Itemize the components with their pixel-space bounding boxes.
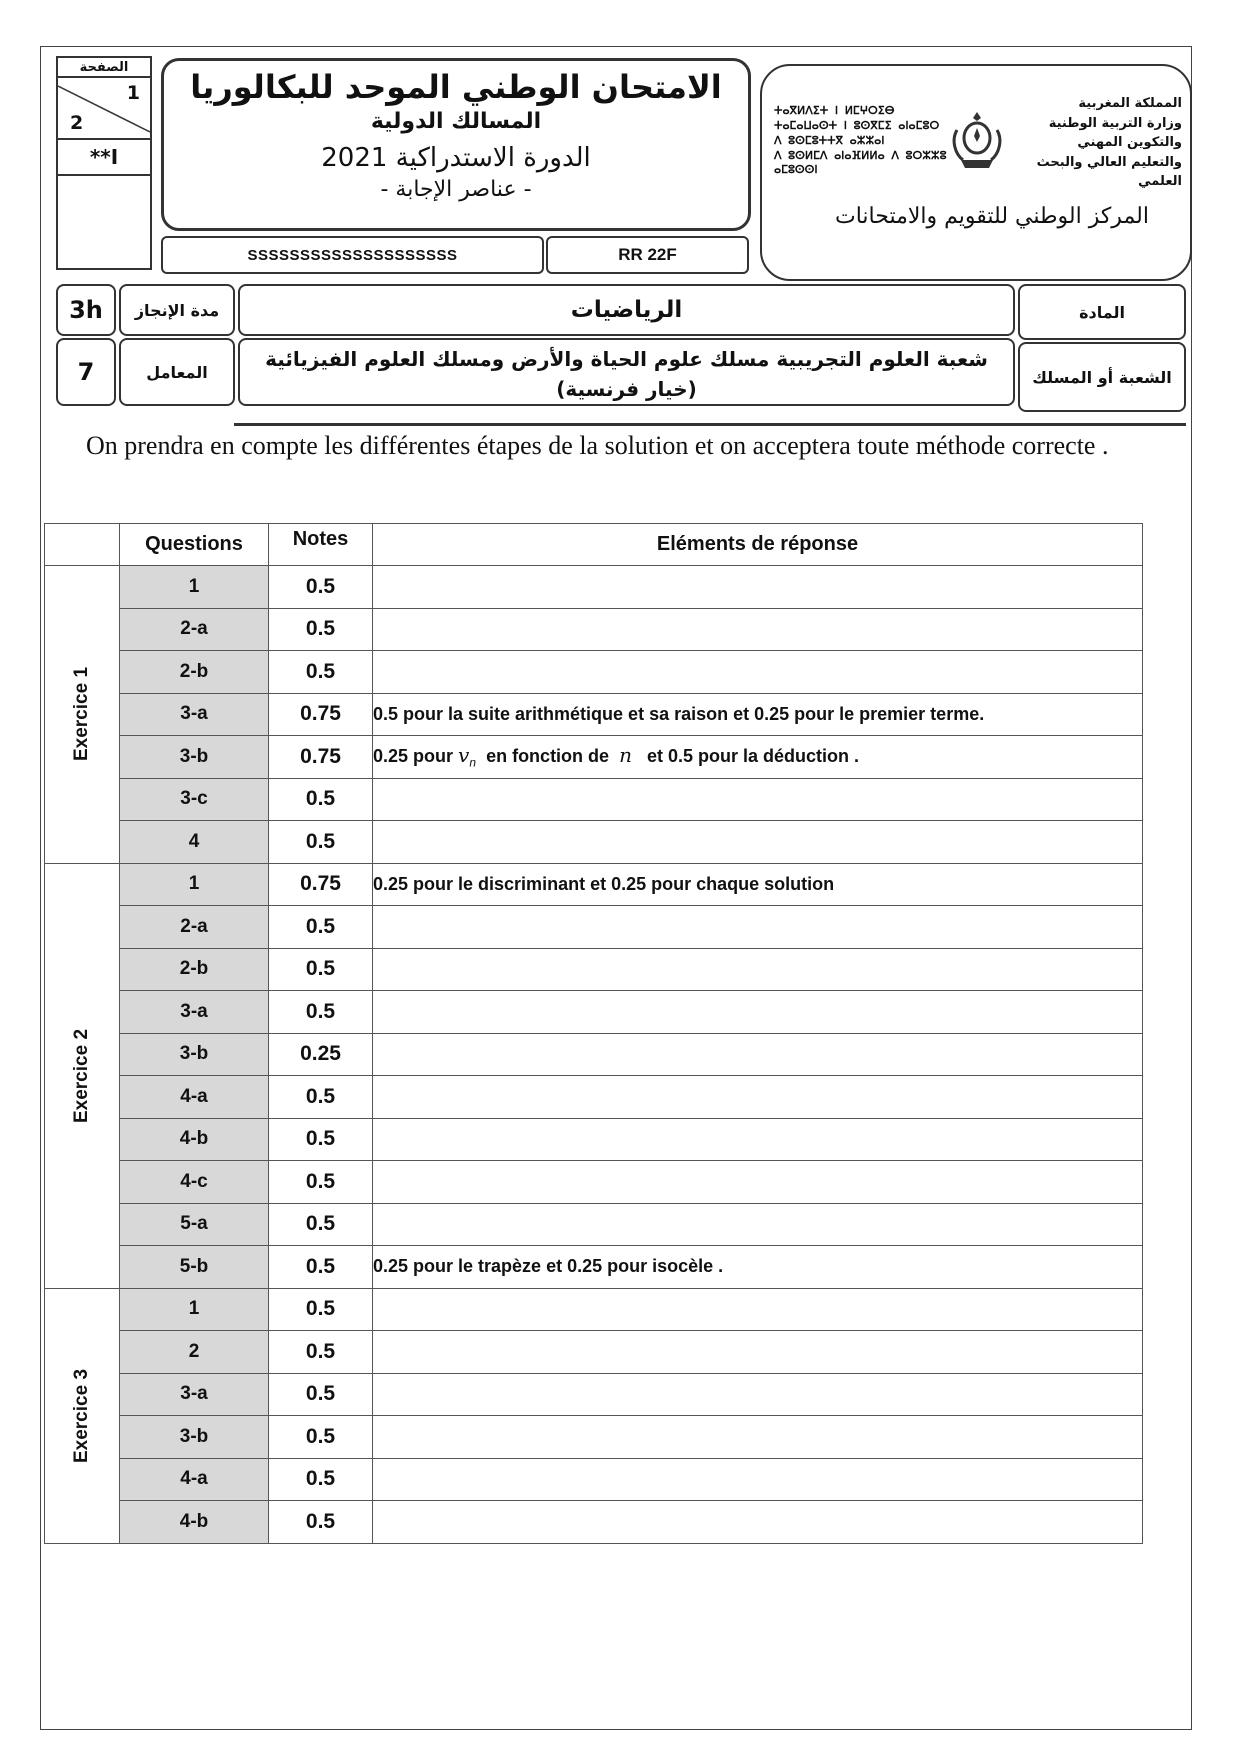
element-cell	[373, 906, 1143, 949]
question-cell: 4-a	[120, 1076, 269, 1119]
question-cell: 4-a	[120, 1458, 269, 1501]
coefficient-value: 7	[56, 338, 116, 406]
notes-header: Notes	[269, 524, 373, 566]
note-cell: 0.5	[269, 651, 373, 694]
element-text: et 0.5 pour la déduction .	[646, 746, 860, 767]
header-rule	[234, 423, 1186, 426]
element-cell	[373, 1373, 1143, 1416]
element-text: en fonction de	[486, 746, 610, 767]
note-cell: 0.5	[269, 1161, 373, 1204]
table-row	[45, 1416, 1143, 1459]
page-fraction	[58, 78, 150, 140]
note-cell: 0.5	[269, 1246, 373, 1289]
note-cell: 0.5	[269, 778, 373, 821]
element-cell	[373, 1331, 1143, 1374]
table-row	[45, 863, 1143, 906]
page-label: الصفحة	[58, 58, 150, 78]
table-row	[45, 736, 1143, 779]
exam-title-box	[161, 58, 751, 231]
question-cell: 2-b	[120, 651, 269, 694]
exam-track: المسالك الدولية	[370, 108, 542, 134]
question-cell: 5-b	[120, 1246, 269, 1289]
element-cell	[373, 1458, 1143, 1501]
note-cell: 0.5	[269, 1288, 373, 1331]
table-row	[45, 608, 1143, 651]
table-row	[45, 906, 1143, 949]
table-row	[45, 1288, 1143, 1331]
elements-header: Eléments de réponse	[373, 524, 1143, 566]
element-cell	[373, 1033, 1143, 1076]
exercise-name: Exercice 1	[71, 667, 92, 762]
note-cell: 0.5	[269, 1076, 373, 1119]
element-cell: 0.25 pour le trapèze et 0.25 pour isocèle .	[373, 1246, 1143, 1289]
question-cell: 3-c	[120, 778, 269, 821]
exam-title: الامتحان الوطني الموحد للبكالوريا	[190, 68, 722, 107]
question-cell: 1	[120, 863, 269, 906]
element-cell	[373, 778, 1143, 821]
note-cell: 0.5	[269, 1373, 373, 1416]
grading-table	[44, 523, 1143, 1544]
note-cell: 0.5	[269, 566, 373, 609]
intro-text: On prendra en compte les différentes étapes de la solution et on acceptera toute méthode correcte .	[86, 431, 1109, 460]
table-row	[45, 1033, 1143, 1076]
ministry-lines	[1002, 94, 1182, 192]
note-cell: 0.5	[269, 608, 373, 651]
subject-label: المادة	[1018, 284, 1186, 340]
question-cell: 4-b	[120, 1501, 269, 1544]
element-cell	[373, 1076, 1143, 1119]
table-row	[45, 693, 1143, 736]
tifinagh-line: ⴷ ⵓⵙⵍⵎⴷ ⴰⵏⴰⴼⵍⵍⴰ ⴷ ⵓⵔⵣⵣⵓ ⴰⵎⵓⵙⵙⵏ	[774, 148, 947, 177]
element-cell	[373, 608, 1143, 651]
note-cell: 0.75	[269, 693, 373, 736]
assessment-center-name: المركز الوطني للتقويم والامتحانات	[835, 203, 1149, 229]
table-row	[45, 948, 1143, 991]
branch-line-2: (خيار فرنسية)	[556, 377, 697, 401]
corner-cell	[45, 524, 120, 566]
question-cell: 3-b	[120, 736, 269, 779]
question-cell: 2	[120, 1331, 269, 1374]
duration-label: مدة الإنجاز	[119, 284, 235, 336]
exercise-3-label	[45, 1288, 120, 1543]
element-cell	[373, 991, 1143, 1034]
page-indicator	[56, 56, 152, 270]
table-row	[45, 1331, 1143, 1374]
element-cell: 0.5 pour la suite arithmétique et sa raison et 0.25 pour le premier terme.	[373, 693, 1143, 736]
question-cell: 3-a	[120, 693, 269, 736]
note-cell: 0.75	[269, 863, 373, 906]
tifinagh-line: ⴷ ⵓⵙⵎⵓⵜⵜⴳ ⴰⵣⵣⴰⵏ	[774, 133, 885, 147]
table-row	[45, 1076, 1143, 1119]
coefficient-label: المعامل	[119, 338, 235, 406]
note-cell: 0.5	[269, 991, 373, 1034]
note-cell: 0.5	[269, 1203, 373, 1246]
question-cell: 2-b	[120, 948, 269, 991]
code-right: RR 22F	[546, 236, 749, 274]
element-cell	[373, 1118, 1143, 1161]
table-row	[45, 821, 1143, 864]
answer-elements-label: - عناصر الإجابة -	[380, 176, 532, 202]
element-cell	[373, 651, 1143, 694]
exercise-1-label	[45, 566, 120, 864]
element-cell	[373, 736, 1143, 779]
page-number: 1	[126, 82, 140, 104]
table-row	[45, 1246, 1143, 1289]
moroccan-crest-icon	[947, 108, 1007, 172]
table-row	[45, 1161, 1143, 1204]
page-mark: **I	[58, 140, 150, 176]
question-cell: 2-a	[120, 906, 269, 949]
duration-value: 3h	[56, 284, 116, 336]
question-cell: 4-b	[120, 1118, 269, 1161]
note-cell: 0.75	[269, 736, 373, 779]
exam-session: الدورة الاستدراكية 2021	[321, 142, 591, 173]
table-header-row	[45, 524, 1143, 566]
ministry-box	[760, 64, 1192, 281]
element-cell	[373, 1288, 1143, 1331]
table-row	[45, 1373, 1143, 1416]
element-cell	[373, 1203, 1143, 1246]
note-cell: 0.5	[269, 1118, 373, 1161]
questions-header: Questions	[120, 524, 269, 566]
element-text: 0.25 pour	[373, 746, 454, 767]
table-row	[45, 1118, 1143, 1161]
subject-value: الرياضيات	[238, 284, 1015, 336]
question-cell: 3-b	[120, 1033, 269, 1076]
question-cell: 5-a	[120, 1203, 269, 1246]
ministry-line: وزارة التربية الوطنية	[1048, 115, 1182, 131]
question-cell: 3-b	[120, 1416, 269, 1459]
element-cell	[373, 948, 1143, 991]
question-cell: 1	[120, 1288, 269, 1331]
table-row	[45, 651, 1143, 694]
question-cell: 3-a	[120, 991, 269, 1034]
math-subscript: n	[469, 756, 477, 771]
note-cell: 0.5	[269, 1458, 373, 1501]
note-cell: 0.5	[269, 948, 373, 991]
table-row	[45, 1501, 1143, 1544]
question-cell: 1	[120, 566, 269, 609]
note-cell: 0.5	[269, 1331, 373, 1374]
branch-label: الشعبة أو المسلك	[1018, 342, 1186, 412]
exercise-name: Exercice 3	[71, 1368, 92, 1463]
tifinagh-line: ⵜⴰⵎⴰⵡⴰⵙⵜ ⵏ ⵓⵙⴳⵎⵉ ⴰⵏⴰⵎⵓⵔ	[774, 118, 940, 132]
branch-value	[238, 338, 1015, 406]
note-cell: 0.5	[269, 906, 373, 949]
element-cell	[373, 821, 1143, 864]
code-left: SSSSSSSSSSSSSSSSSSSS	[161, 236, 544, 274]
question-cell: 3-a	[120, 1373, 269, 1416]
math-var: v	[458, 743, 470, 768]
table-row	[45, 1203, 1143, 1246]
branch-line-1: شعبة العلوم التجريبية مسلك علوم الحياة والأرض ومسلك العلوم الفيزيائية	[265, 347, 988, 371]
exercise-name: Exercice 2	[71, 1028, 92, 1123]
element-cell: 0.25 pour le discriminant et 0.25 pour chaque solution	[373, 863, 1143, 906]
element-cell	[373, 1161, 1143, 1204]
note-cell: 0.25	[269, 1033, 373, 1076]
table-row	[45, 566, 1143, 609]
math-var: n	[619, 743, 632, 768]
element-cell	[373, 1501, 1143, 1544]
ministry-line: المملكة المغربية	[1078, 96, 1182, 111]
question-cell: 4	[120, 821, 269, 864]
page-total: 2	[70, 112, 84, 134]
tifinagh-line: ⵜⴰⴳⵍⴷⵉⵜ ⵏ ⵍⵎⵖⵔⵉⴱ	[774, 104, 895, 117]
table-row	[45, 778, 1143, 821]
note-cell: 0.5	[269, 821, 373, 864]
question-cell: 4-c	[120, 1161, 269, 1204]
exercise-2-label	[45, 863, 120, 1288]
ministry-line: والتعليم العالي والبحث العلمي	[1036, 154, 1182, 189]
tifinagh-block	[774, 104, 954, 178]
element-cell	[373, 1416, 1143, 1459]
element-cell	[373, 566, 1143, 609]
table-row	[45, 991, 1143, 1034]
note-cell: 0.5	[269, 1416, 373, 1459]
table-row	[45, 1458, 1143, 1501]
ministry-line: والتكوين المهني	[1077, 135, 1182, 150]
question-cell: 2-a	[120, 608, 269, 651]
note-cell: 0.5	[269, 1501, 373, 1544]
